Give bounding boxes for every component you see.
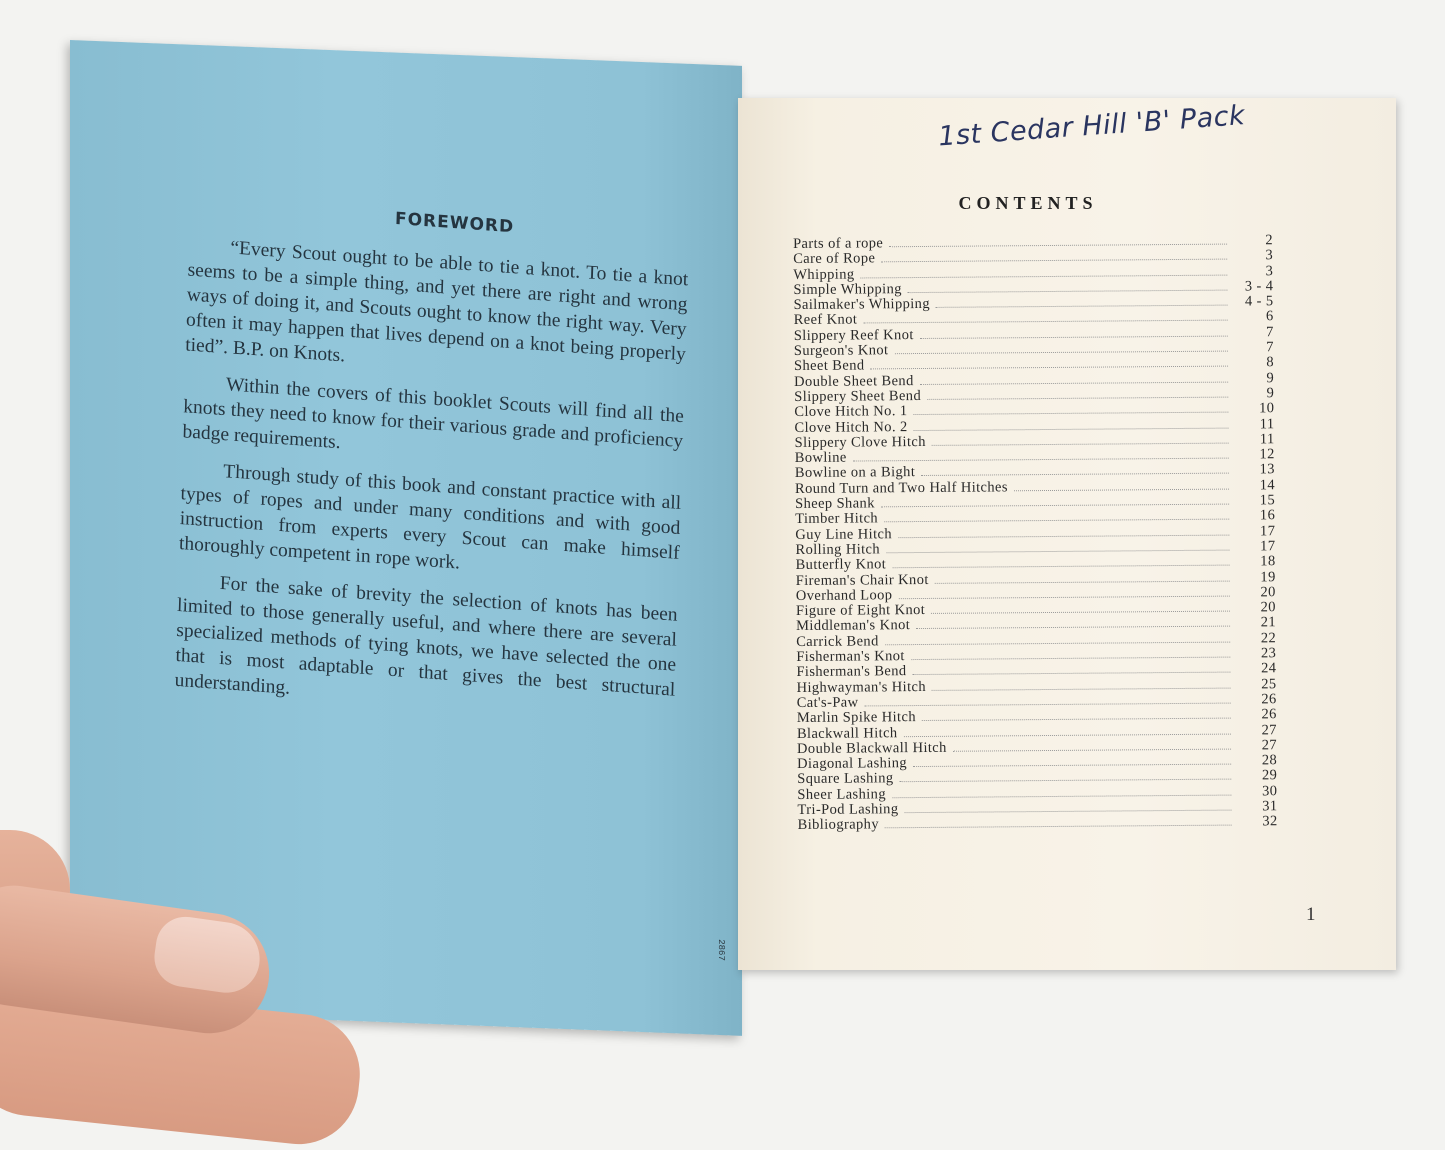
foreword-content bbox=[174, 195, 690, 740]
toc-leader-dots bbox=[953, 747, 1231, 751]
toc-entry-page: 20 bbox=[1260, 584, 1276, 601]
toc-entry-page: 19 bbox=[1260, 568, 1276, 585]
toc-leader-dots bbox=[881, 503, 1229, 508]
foreword-title: FOREWORD bbox=[394, 208, 515, 238]
toc-leader-dots bbox=[885, 824, 1232, 829]
toc-entry-page: 17 bbox=[1260, 538, 1276, 555]
contents-page bbox=[738, 98, 1396, 970]
toc-entry-page: 25 bbox=[1261, 675, 1277, 692]
toc-entry-title: Square Lashing bbox=[797, 770, 894, 788]
toc-leader-dots bbox=[904, 732, 1231, 737]
toc-entry-page: 24 bbox=[1261, 660, 1277, 677]
handwritten-note: 1st Cedar Hill 'B' Pack bbox=[937, 100, 1247, 153]
toc-entry-page: 14 bbox=[1259, 476, 1276, 494]
toc-leader-dots bbox=[931, 610, 1230, 614]
toc-entry-title: Sheet Bend bbox=[793, 357, 865, 375]
toc-entry-page: 13 bbox=[1259, 461, 1275, 478]
toc-entry-title: Cat's-Paw bbox=[796, 694, 859, 711]
toc-entry-page: 32 bbox=[1262, 813, 1278, 830]
toc-entry-title: Sheer Lashing bbox=[797, 785, 887, 803]
toc-entry-page: 12 bbox=[1259, 446, 1275, 463]
toc-leader-dots bbox=[870, 365, 1228, 370]
toc-entry-page: 11 bbox=[1259, 431, 1275, 448]
toc-leader-dots bbox=[892, 564, 1229, 569]
toc-entry-title: Middleman's Knot bbox=[796, 617, 911, 635]
toc-entry-page: 4 - 5 bbox=[1244, 293, 1274, 310]
toc-leader-dots bbox=[898, 533, 1229, 538]
foreword-paragraph-3: Through study of this book and constant practice with all types of ropes and under many conditions and with good instruction from experts every Scout can make himself thoroughly competent in rope work. bbox=[178, 461, 682, 574]
toc-entry-title: Slippery Reef Knot bbox=[793, 326, 914, 344]
toc-entry-title: Double Blackwall Hitch bbox=[796, 739, 947, 757]
toc-leader-dots bbox=[884, 518, 1229, 523]
foreword-paragraph-1: “Every Scout ought to be able to tie a knot. To tie a knot seems to be a simple thing, and yet there are right and wrong ways of doing it, and Scouts ought to know the right way. Very often it may happen that lives depend on a knot being properly tied”. B.P. on Knots. bbox=[184, 237, 689, 367]
toc-entry-title: Slippery Sheet Bend bbox=[794, 387, 922, 405]
toc-entry-page: 22 bbox=[1260, 629, 1277, 647]
toc-entry-page: 3 bbox=[1265, 262, 1274, 279]
toc-leader-dots bbox=[886, 549, 1229, 554]
toc-entry-page: 6 bbox=[1265, 308, 1274, 325]
toc-entry-title: Overhand Loop bbox=[795, 587, 893, 604]
toc-entry-title: Whipping bbox=[793, 266, 855, 283]
toc-leader-dots bbox=[927, 396, 1228, 400]
toc-entry-title: Diagonal Lashing bbox=[797, 755, 908, 773]
toc-entry-title: Parts of a rope bbox=[793, 235, 884, 252]
toc-entry-page: 3 bbox=[1265, 247, 1274, 264]
toc-leader-dots bbox=[936, 304, 1228, 308]
toc-leader-dots bbox=[914, 411, 1229, 415]
toc-entry-page: 30 bbox=[1261, 782, 1278, 800]
toc-leader-dots bbox=[908, 288, 1228, 293]
toc-leader-dots bbox=[881, 258, 1227, 263]
toc-leader-dots bbox=[889, 243, 1227, 248]
toc-entry-title: Fisherman's Knot bbox=[796, 648, 905, 666]
toc-entry-title: Bowline bbox=[794, 449, 847, 467]
toc-entry-page: 8 bbox=[1266, 354, 1275, 371]
foreword-paragraph-2: Within the covers of this booklet Scouts will find all the knots they need to know for their various grade and proficiency badge requirements. bbox=[182, 374, 685, 454]
toc-entry-title: Surgeon's Knot bbox=[793, 342, 889, 360]
toc-entry-page: 3 - 4 bbox=[1244, 278, 1274, 295]
toc-entry-title: Care of Rope bbox=[793, 250, 876, 268]
toc-entry-title: Bowline on a Bight bbox=[794, 464, 916, 482]
toc-entry-title: Carrick Bend bbox=[796, 633, 879, 650]
toc-leader-dots bbox=[853, 457, 1229, 462]
toc-entry-title: Simple Whipping bbox=[793, 281, 902, 298]
foreword-paragraph-4: For the sake of brevity the selection of knots has been limited to those generally useful, and where there are several specialized methods of tying knots, we have selected the one that is most adaptable or that gives the best structural understanding. bbox=[174, 572, 678, 701]
toc-entry-page: 26 bbox=[1261, 691, 1277, 708]
toc-entry-title: Butterfly Knot bbox=[795, 556, 887, 574]
page-number: 1 bbox=[1306, 904, 1316, 925]
foreword-page bbox=[70, 40, 742, 1036]
toc-entry-title: Round Turn and Two Half Hitches bbox=[794, 479, 1008, 497]
toc-entry-page: 23 bbox=[1260, 645, 1277, 662]
toc-entry-title: Marlin Spike Hitch bbox=[796, 709, 917, 727]
toc-leader-dots bbox=[920, 380, 1228, 384]
toc-entry-page: 17 bbox=[1259, 522, 1276, 539]
toc-leader-dots bbox=[894, 350, 1227, 355]
toc-entry-page: 7 bbox=[1266, 339, 1274, 356]
toc-entry-title: Clove Hitch No. 2 bbox=[794, 418, 908, 436]
toc-entry-page: 2 bbox=[1265, 232, 1274, 249]
toc-leader-dots bbox=[916, 625, 1230, 629]
toc-entry-page: 10 bbox=[1258, 400, 1275, 417]
toc-entry-page: 28 bbox=[1261, 752, 1278, 769]
toc-leader-dots bbox=[922, 717, 1231, 721]
toc-entry-page: 26 bbox=[1261, 706, 1277, 723]
toc-entry-page: 15 bbox=[1259, 492, 1276, 509]
toc-leader-dots bbox=[861, 273, 1228, 278]
toc-entry-title: Sheep Shank bbox=[795, 495, 875, 513]
toc-entry-title: Bibliography bbox=[797, 816, 880, 834]
contents-title: CONTENTS bbox=[958, 193, 1098, 213]
toc-leader-dots bbox=[1014, 487, 1229, 491]
toc-entry-page: 29 bbox=[1261, 767, 1278, 784]
toc-entry-title: Rolling Hitch bbox=[795, 541, 881, 558]
toc-entry-title: Slippery Clove Hitch bbox=[794, 433, 926, 451]
toc-entry-title: Highwayman's Hitch bbox=[796, 678, 927, 696]
toc-entry-page: 11 bbox=[1259, 415, 1275, 432]
toc-entry-page: 27 bbox=[1261, 737, 1278, 754]
toc-entry-title: Timber Hitch bbox=[795, 510, 879, 528]
toc-entry-title: Double Sheet Bend bbox=[794, 372, 914, 390]
toc-entry-page: 27 bbox=[1261, 721, 1277, 738]
toc-leader-dots bbox=[914, 426, 1229, 430]
toc-entry-page: 7 bbox=[1266, 324, 1274, 341]
toc-entry-page: 20 bbox=[1260, 599, 1276, 616]
toc-leader-dots bbox=[911, 656, 1231, 661]
toc-entry-title: Sailmaker's Whipping bbox=[793, 296, 931, 314]
toc-entry-page: 21 bbox=[1260, 614, 1277, 631]
toc-leader-dots bbox=[899, 778, 1231, 783]
table-of-contents bbox=[793, 232, 1278, 832]
toc-leader-dots bbox=[932, 686, 1231, 690]
toc-entry-page: 9 bbox=[1266, 385, 1275, 402]
toc-leader-dots bbox=[863, 319, 1227, 324]
toc-entry-title: Tri-Pod Lashing bbox=[797, 801, 899, 818]
toc-entry-title: Figure of Eight Knot bbox=[795, 602, 926, 620]
toc-leader-dots bbox=[935, 579, 1230, 583]
toc-entry-title: Guy Line Hitch bbox=[795, 525, 893, 543]
toc-leader-dots bbox=[892, 793, 1231, 798]
toc-leader-dots bbox=[885, 640, 1230, 645]
toc-leader-dots bbox=[920, 334, 1228, 338]
toc-entry-page: 9 bbox=[1266, 369, 1275, 386]
toc-entry bbox=[798, 813, 1278, 832]
toc-entry-title: Reef Knot bbox=[793, 311, 858, 329]
toc-entry-page: 16 bbox=[1259, 507, 1276, 524]
toc-leader-dots bbox=[913, 671, 1231, 675]
toc-leader-dots bbox=[932, 441, 1229, 445]
toc-leader-dots bbox=[913, 763, 1231, 767]
toc-entry-title: Fireman's Chair Knot bbox=[795, 571, 929, 589]
toc-entry-title: Blackwall Hitch bbox=[796, 724, 898, 742]
toc-leader-dots bbox=[898, 594, 1229, 599]
toc-leader-dots bbox=[921, 472, 1229, 476]
toc-leader-dots bbox=[904, 809, 1231, 814]
toc-entry-title: Clove Hitch No. 1 bbox=[794, 403, 908, 421]
toc-entry-title: Fisherman's Bend bbox=[796, 663, 907, 681]
toc-entry-page: 18 bbox=[1260, 553, 1276, 570]
printer-code: 2867 bbox=[715, 939, 726, 961]
toc-entry-page: 31 bbox=[1262, 798, 1278, 815]
toc-leader-dots bbox=[864, 701, 1230, 706]
